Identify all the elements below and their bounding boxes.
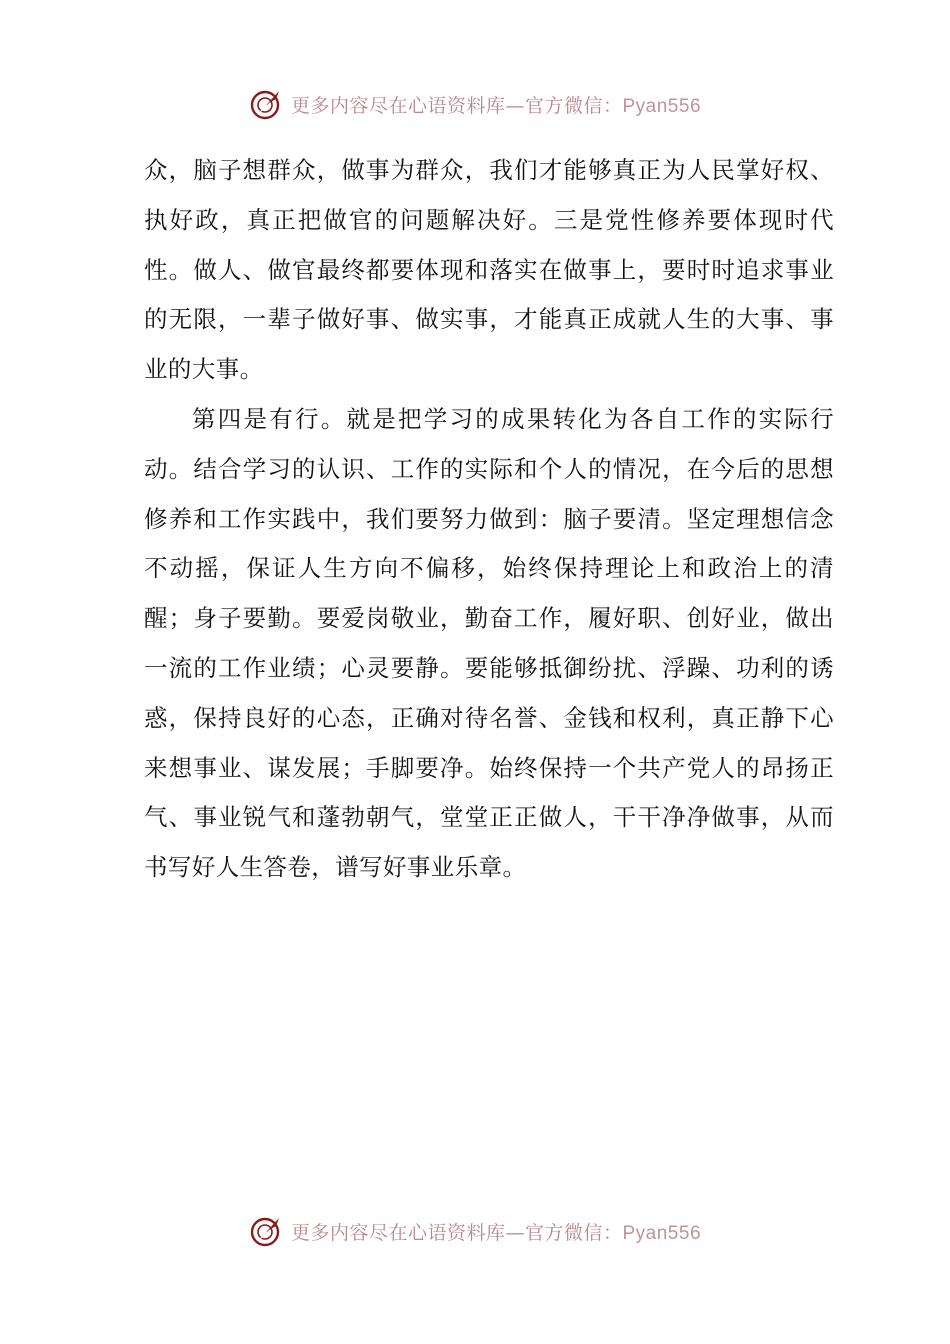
footer-banner-text (291, 1218, 701, 1245)
paragraph-2: 第四是有行。就是把学习的成果转化为各自工作的实际行动。结合学习的认识、工作的实际和个人的情况，在今后的思想修养和工作实践中，我们要努力做到：脑子要清。坚定理想信念不动摇，保证人生方向不偏移，始终保持理论上和政治上的清醒；身子要勤。要爱岗敬业，勤奋工作，履好职、创好业，做出一流的工作业绩；心灵要静。要能够抵御纷扰、浮躁、功利的诱惑，保持良好的心态，正确对待名誉、金钱和权利，真正静下心来想事业、谋发展；手脚要净。始终保持一个共产党人的昂扬正气、事业锐气和蓬勃朝气，堂堂正正做人，干干净净做事，从而书写好人生答卷，谱写好事业乐章。 (144, 404, 834, 882)
footer-banner-label: 更多内容尽在心语资料库—官方微信： (290, 1221, 623, 1244)
footer-banner (0, 1209, 950, 1253)
header-banner-text (291, 91, 701, 118)
quill-pen-logo-icon (249, 87, 283, 121)
quill-pen-logo-icon (249, 1214, 283, 1248)
paragraph-1: 众，脑子想群众，做事为群众，我们才能够真正为人民掌好权、执好政，真正把做官的问题解决好。三是党性修养要体现时代性。做人、做官最终都要体现和落实在做事上，要时时追求事业的无限，一辈子做好事、做实事，才能真正成就人生的大事、事业的大事。 (144, 156, 834, 384)
header-wechat-handle: Pyan556 (622, 95, 702, 117)
document-body (144, 146, 834, 893)
footer-wechat-handle: Pyan556 (622, 1222, 702, 1244)
header-banner-label: 更多内容尽在心语资料库—官方微信： (290, 94, 623, 117)
header-banner (0, 82, 950, 126)
